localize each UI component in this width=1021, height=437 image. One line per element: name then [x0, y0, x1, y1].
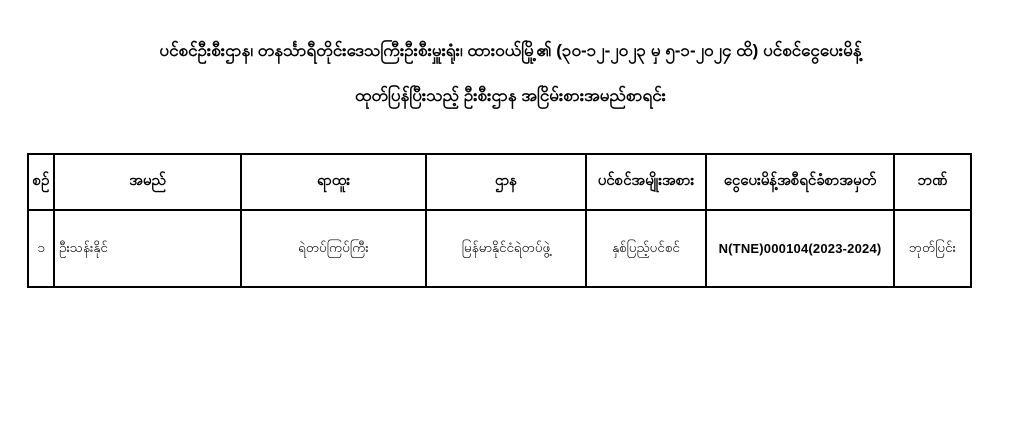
cell-position: ရဲတပ်ကြပ်ကြီး: [241, 210, 426, 287]
cell-payment-order-no: N(TNE)000104(2023-2024): [706, 210, 894, 287]
cell-name: ဦးသန်းနိုင်: [54, 210, 241, 287]
cell-department: မြန်မာနိုင်ငံရဲတပ်ဖွဲ့: [426, 210, 586, 287]
cell-bank: ဘုတ်ပြင်း: [894, 210, 971, 287]
header-name: အမည်: [54, 154, 241, 210]
table-row: [28, 210, 971, 287]
page-title-line1: ပင်စင်ဦးစီးဌာန၊ တနင်္သာရီတိုင်းဒေသကြီးဦးစီးမှူးရုံး၊ ထားဝယ်မြို့၏ (၃၀-၁၂-၂၀၂၃ မှ ၅-၁-၂၀၂၄ ထိ) ပင်စင်ငွေပေးမိန့်: [159, 41, 862, 60]
header-serial: စဉ်: [28, 154, 54, 210]
header-bank: ဘဏ်: [894, 154, 971, 210]
cell-serial: ၁: [28, 210, 54, 287]
page-title: [0, 28, 1021, 118]
header-department: ဌာန: [426, 154, 586, 210]
cell-pension-type: နှစ်ပြည့်ပင်စင်: [586, 210, 706, 287]
table-header-row: [28, 154, 971, 210]
header-position: ရာထူး: [241, 154, 426, 210]
pensioners-table: [27, 153, 972, 288]
header-payment-order-no: ငွေပေးမိန့်အစီရင်ခံစာအမှတ်: [706, 154, 894, 210]
header-pension-type: ပင်စင်အမျိုးအစား: [586, 154, 706, 210]
page-title-line2: ထုတ်ပြန်ပြီးသည့် ဦးစီးဌာန အငြိမ်းစားအမည်စာရင်း: [355, 86, 666, 105]
